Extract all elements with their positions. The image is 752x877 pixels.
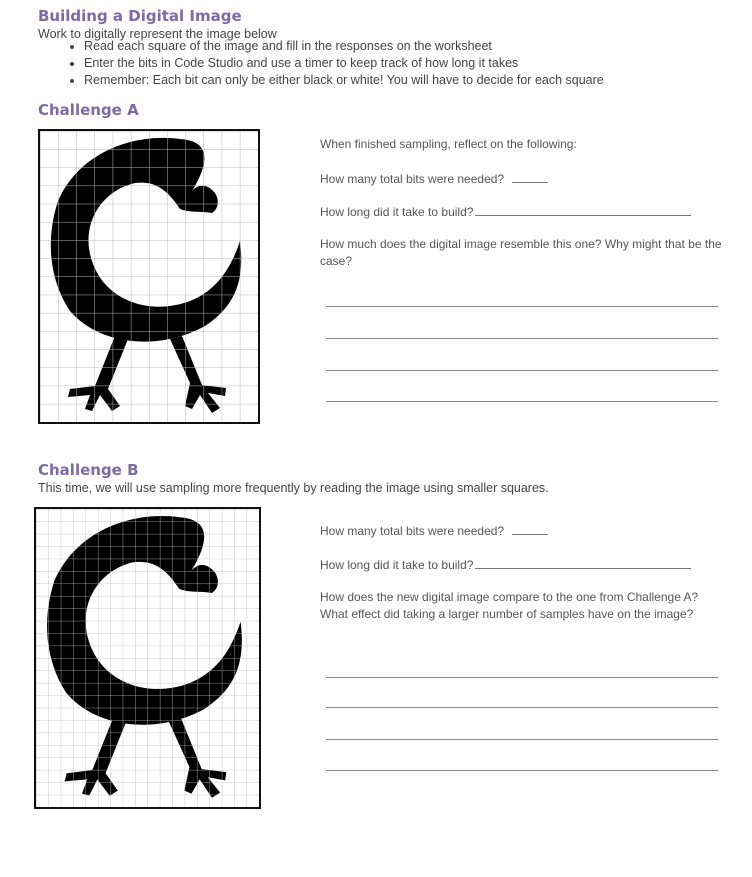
instruction-item: • Enter the bits in Code Studio and use a timer to keep track of how long it takes [84, 55, 604, 72]
answer-line[interactable] [326, 370, 718, 371]
intro-text: Work to digitally represent the image below [38, 27, 277, 41]
challenge-b-time-question [320, 556, 691, 574]
question-label: How many total bits were needed? [320, 524, 505, 538]
answer-line[interactable] [326, 770, 718, 771]
challenge-b-compare-question: How does the new digital image compare to the one from Challenge A? What effect did taking a larger number of samples have on the image? [320, 590, 699, 621]
answer-line[interactable] [326, 338, 718, 339]
challenge-a-resemble-question: How much does the digital image resemble this one? Why might that be the case? [320, 237, 722, 268]
instruction-item: • Read each square of the image and fill in the responses on the worksheet [84, 38, 604, 55]
bits-answer-blank[interactable] [512, 522, 548, 535]
challenge-a-heading: Challenge A [38, 101, 139, 119]
answer-line[interactable] [326, 306, 718, 307]
bird-silhouette-icon [40, 131, 258, 422]
challenge-a-image [38, 129, 260, 424]
challenge-a-prompt: When finished sampling, reflect on the following: [320, 137, 577, 151]
time-answer-blank[interactable] [475, 556, 691, 569]
challenge-b-bits-question [320, 522, 548, 540]
question-label: How long did it take to build? [320, 558, 474, 572]
instruction-list [62, 38, 604, 89]
answer-line[interactable] [326, 707, 718, 708]
instruction-item: • Remember: Each bit can only be either black or white! You will have to decide for each square [84, 72, 604, 89]
answer-line[interactable] [326, 677, 718, 678]
question-label: How long did it take to build? [320, 205, 474, 219]
time-answer-blank[interactable] [475, 203, 691, 216]
challenge-b-image [34, 507, 261, 809]
challenge-a-bits-question [320, 170, 548, 188]
challenge-b-heading: Challenge B [38, 461, 139, 479]
question-label: How many total bits were needed? [320, 172, 505, 186]
challenge-b-intro: This time, we will use sampling more frequently by reading the image using smaller squares. [38, 481, 549, 495]
bird-silhouette-icon [36, 509, 259, 807]
answer-line[interactable] [326, 401, 718, 402]
page-title: Building a Digital Image [38, 7, 242, 25]
bits-answer-blank[interactable] [512, 170, 548, 183]
answer-line[interactable] [326, 739, 718, 740]
challenge-a-time-question [320, 203, 691, 221]
